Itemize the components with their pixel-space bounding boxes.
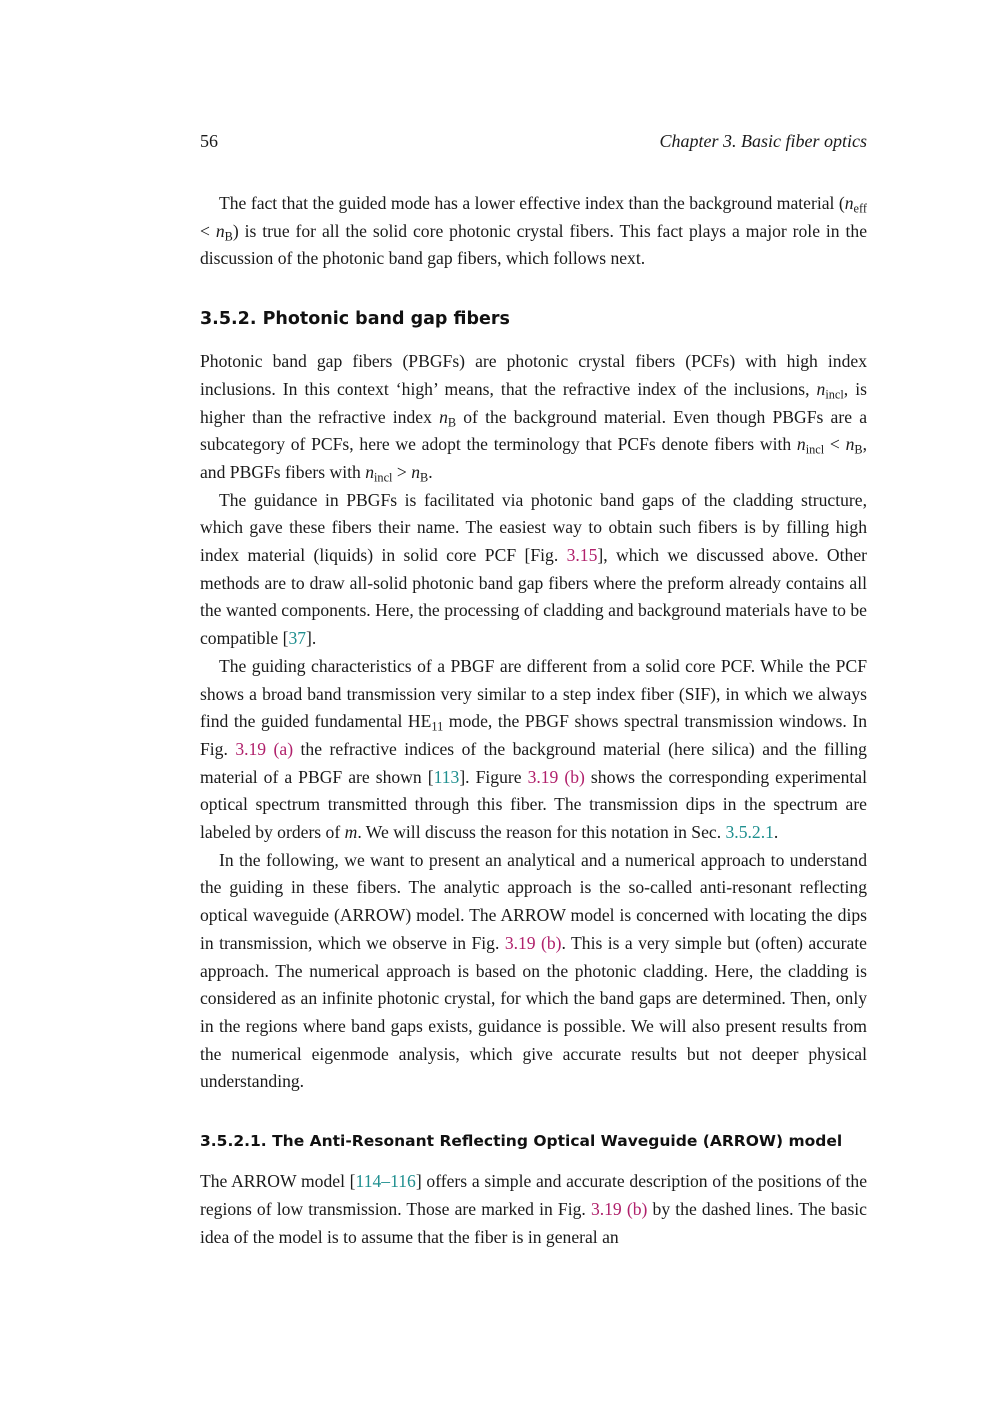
text-run: Photonic band gap fibers (PBGFs) are photonic crystal fibers (PCFs) with high index inclusions. In this context ‘high’ means, that the refractive index of the inclusions,: [200, 351, 867, 399]
math-operator: >: [392, 461, 412, 482]
section-heading-3-5-2-1: 3.5.2.1. The Anti-Resonant Reflecting Optical Waveguide (ARROW) model: [200, 1132, 843, 1151]
he-subscript: 11: [431, 719, 444, 734]
math-n-incl: $n_{incl}$: [365, 461, 393, 485]
citation-link-37[interactable]: 37: [288, 628, 307, 649]
text-run: the refractive indices of the background material (here silica) and the filling material of a PBGF are shown [: [200, 738, 867, 787]
paragraph-approaches: [200, 847, 867, 1096]
running-header: [200, 131, 867, 157]
page-number: 56: [200, 131, 218, 151]
text-run: .: [773, 822, 779, 843]
text-run: mode, the PBGF shows spectral transmission windows. In Fig.: [200, 711, 867, 759]
figure-link-3-19b[interactable]: 3.19 (b): [590, 1198, 648, 1219]
text-run: ].: [306, 628, 317, 649]
text-run: . We will discuss the reason for this notation in Sec.: [357, 822, 726, 843]
text-run: , is higher than the refractive index: [200, 378, 867, 427]
math-n-b: $n_B$: [411, 461, 429, 485]
figure-link-3-19a[interactable]: 3.19 (a): [235, 738, 294, 759]
text-run: . This is a very simple but (often) accurate approach. The numerical approach is based on the photonic cladding. Here, the cladding is considered as an infinite photonic crystal, for which the band gaps are determined. Then, only in the regions where band gaps exists, guidance is possible. We will also present results from the numerical eigenmode analysis, which give accurate results but not deeper physical understanding.: [200, 932, 867, 1092]
math-n-b: $n_B$: [845, 434, 863, 457]
text-run: In the following, we want to present an analytical and a numerical approach to understand the guiding in these fibers. The analytic approach is the so-called anti-resonant reflecting optical waveguide (ARROW) model. The ARROW model is concerned with locating the dips in transmission, which we observe in Fig.: [200, 849, 867, 953]
text-run: The guidance in PBGFs is facilitated via photonic band gaps of the cladding structure, which gave these fibers their name. The easiest way to obtain such fibers is by filling high index material (liquids) in solid core PCF [Fig.: [200, 489, 867, 566]
citation-link-114-116[interactable]: 114–116: [355, 1171, 416, 1192]
text-run: The fact that the guided mode has a lower effective index than the background material (: [219, 193, 845, 213]
figure-link-3-19b[interactable]: 3.19 (b): [504, 932, 562, 953]
page-body: [200, 190, 867, 1251]
text-run: , and PBGFs fibers with: [200, 434, 867, 482]
text-run: of the background material. Even though PBGFs are a subcategory of PCFs, here we adopt the terminology that PCFs denote fibers with: [200, 406, 867, 455]
text-run: ] offers a simple and accurate description of the positions of the regions of low transmission. Those are marked in Fig.: [200, 1171, 868, 1219]
text-run: .: [428, 461, 433, 482]
citation-link-113[interactable]: 113: [433, 766, 460, 787]
math-m: m: [344, 822, 358, 843]
math-n-incl: $n_{incl}$: [816, 378, 844, 402]
text-run: shows the corresponding experimental optical spectrum transmitted through this fiber. The transmission dips in the spectrum are labeled by orders of: [200, 766, 867, 843]
math-operator: <: [824, 434, 846, 455]
math-n-b: $n_B$: [439, 406, 457, 430]
paragraph-intro: [200, 190, 867, 273]
text-run: ) is true for all the solid core photonic crystal fibers. This fact plays a major role in the discussion of the photonic band gap fibers, which follows next.: [200, 220, 868, 269]
math-n-eff: $n_{eff}$: [844, 193, 867, 216]
text-run: ], which we discussed above. Other methods are to draw all-solid photonic band gap fibers where the preform already contains all the wanted components. Here, the processing of cladding and background materials have to be compatible [: [200, 545, 867, 649]
math-n-incl: $n_{incl}$: [796, 434, 825, 457]
text-run: ]. Figure: [459, 766, 528, 787]
math-operator: <: [200, 220, 216, 241]
paragraph-pbgf-definition: [200, 348, 867, 487]
section-heading-3-5-2: 3.5.2. Photonic band gap fibers: [200, 309, 510, 330]
paragraph-guiding-characteristics: [200, 653, 867, 847]
text-run: by the dashed lines. The basic idea of the model is to assume that the fiber is in general an: [200, 1198, 867, 1247]
figure-link-3-15[interactable]: 3.15: [566, 545, 598, 566]
figure-link-3-19b[interactable]: 3.19 (b): [527, 766, 585, 787]
chapter-title: Chapter 3. Basic fiber optics: [659, 131, 867, 151]
text-run: The guiding characteristics of a PBGF are different from a solid core PCF. While the PCF shows a broad band transmission very similar to a step index fiber (SIF), in which we always find the guided fundamental HE: [200, 655, 867, 732]
paragraph-arrow-model: [200, 1168, 867, 1251]
text-run: The ARROW model [: [200, 1171, 356, 1192]
paragraph-guidance: [200, 487, 867, 653]
section-link-3-5-2-1[interactable]: 3.5.2.1: [725, 822, 774, 843]
math-n-b: $n_B$: [215, 220, 233, 244]
